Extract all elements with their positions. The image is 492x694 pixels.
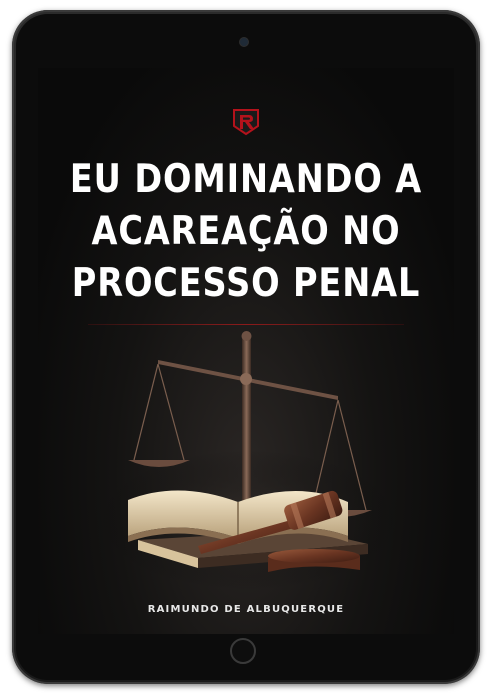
title-line: PROCESSO PENAL [71, 261, 421, 306]
title-line: EU DOMINANDO A [69, 157, 423, 202]
book-title [67, 154, 425, 310]
front-camera-icon [240, 38, 248, 46]
title-line: ACAREAÇÃO NO [91, 209, 401, 254]
author-name: RAIMUNDO DE ALBUQUERQUE [147, 604, 345, 615]
home-button[interactable] [230, 638, 256, 664]
scales-of-justice-book-gavel-icon [98, 330, 398, 590]
tablet-device [12, 10, 480, 684]
ebook-cover [38, 68, 454, 634]
publisher-logo-icon [231, 108, 261, 136]
title-divider [88, 324, 404, 325]
